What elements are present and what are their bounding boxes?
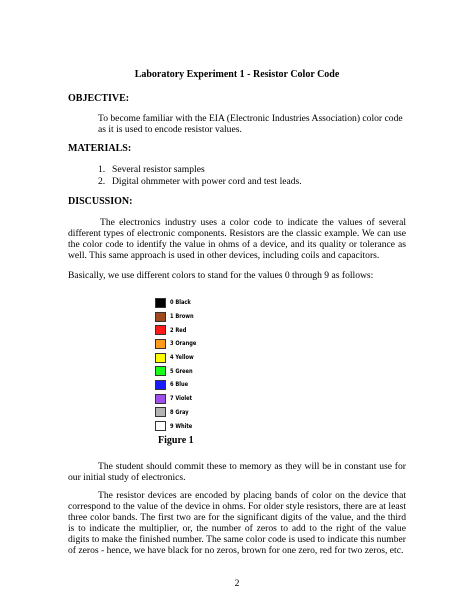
color-label: 8 Gray [170,408,189,416]
student-paragraph: The student should commit these to memory as they will be in constant use for our initial study of electronics. [68,461,406,483]
objective-heading: OBJECTIVE: [68,93,130,104]
color-label: 2 Red [170,326,187,334]
color-code-row [155,351,201,365]
color-label: 5 Green [170,367,193,375]
color-code-row [155,310,201,324]
color-swatch [155,380,166,390]
color-swatch [155,339,166,349]
discussion-heading: DISCUSSION: [68,196,133,207]
document-title: Laboratory Experiment 1 - Resistor Color Code [134,69,340,80]
objective-text: To become familiar with the EIA (Electronic Industries Association) color code as it is used to encode resistor values. [98,113,403,135]
color-code-row [155,392,201,406]
materials-heading: MATERIALS: [68,143,132,154]
color-code-row [155,378,201,392]
color-code-row [155,364,201,378]
color-swatch [155,366,166,376]
color-code-row [155,296,201,310]
materials-item: 2. Digital ohmmeter with power cord and test leads. [98,176,302,187]
color-code-row [155,406,201,420]
color-swatch [155,353,166,363]
devices-paragraph: The resistor devices are encoded by placing bands of color on the device that correspond to the value of the device in ohms. For older style resistors, there are at least three color bands. The first two are for the significant digits of the value, and the third is to indicate the multiplier, or, the number of zeros to add to the right of the value digits to make the finished number. The same color code is used to indicate this number of zeros - hence, we have black for no zeros, brown for one zero, red for two zeros, etc. [68,490,406,556]
color-swatch [155,298,166,308]
basically-paragraph: Basically, we use different colors to stand for the values 0 through 9 as follows: [68,270,374,281]
color-label: 4 Yellow [170,354,194,362]
color-swatch [155,407,166,417]
color-label: 1 Brown [170,313,194,321]
color-code-row [155,323,201,337]
color-swatch [155,421,166,431]
color-label: 9 White [170,422,193,430]
color-swatch [155,325,166,335]
figure-caption: Figure 1 [158,435,194,446]
color-label: 6 Blue [170,381,189,389]
color-code-legend [155,296,201,433]
page-number: 2 [234,578,240,589]
discussion-paragraph: The electronics industry uses a color code to indicate the values of several different types of electronic components. Resistors are the classic example. We can use the color code to identify the value in ohms of a device, and its quality or tolerance as well. This same approach is used in other devices, including coils and capacitors. [68,217,406,261]
color-code-row [155,337,201,351]
materials-item: 1. Several resistor samples [98,164,205,175]
color-swatch [155,312,166,322]
materials-list [98,164,302,188]
color-swatch [155,394,166,404]
color-label: 3 Orange [170,340,197,348]
color-label: 0 Black [170,299,191,307]
color-code-row [155,419,201,433]
color-label: 7 Violet [170,395,193,403]
